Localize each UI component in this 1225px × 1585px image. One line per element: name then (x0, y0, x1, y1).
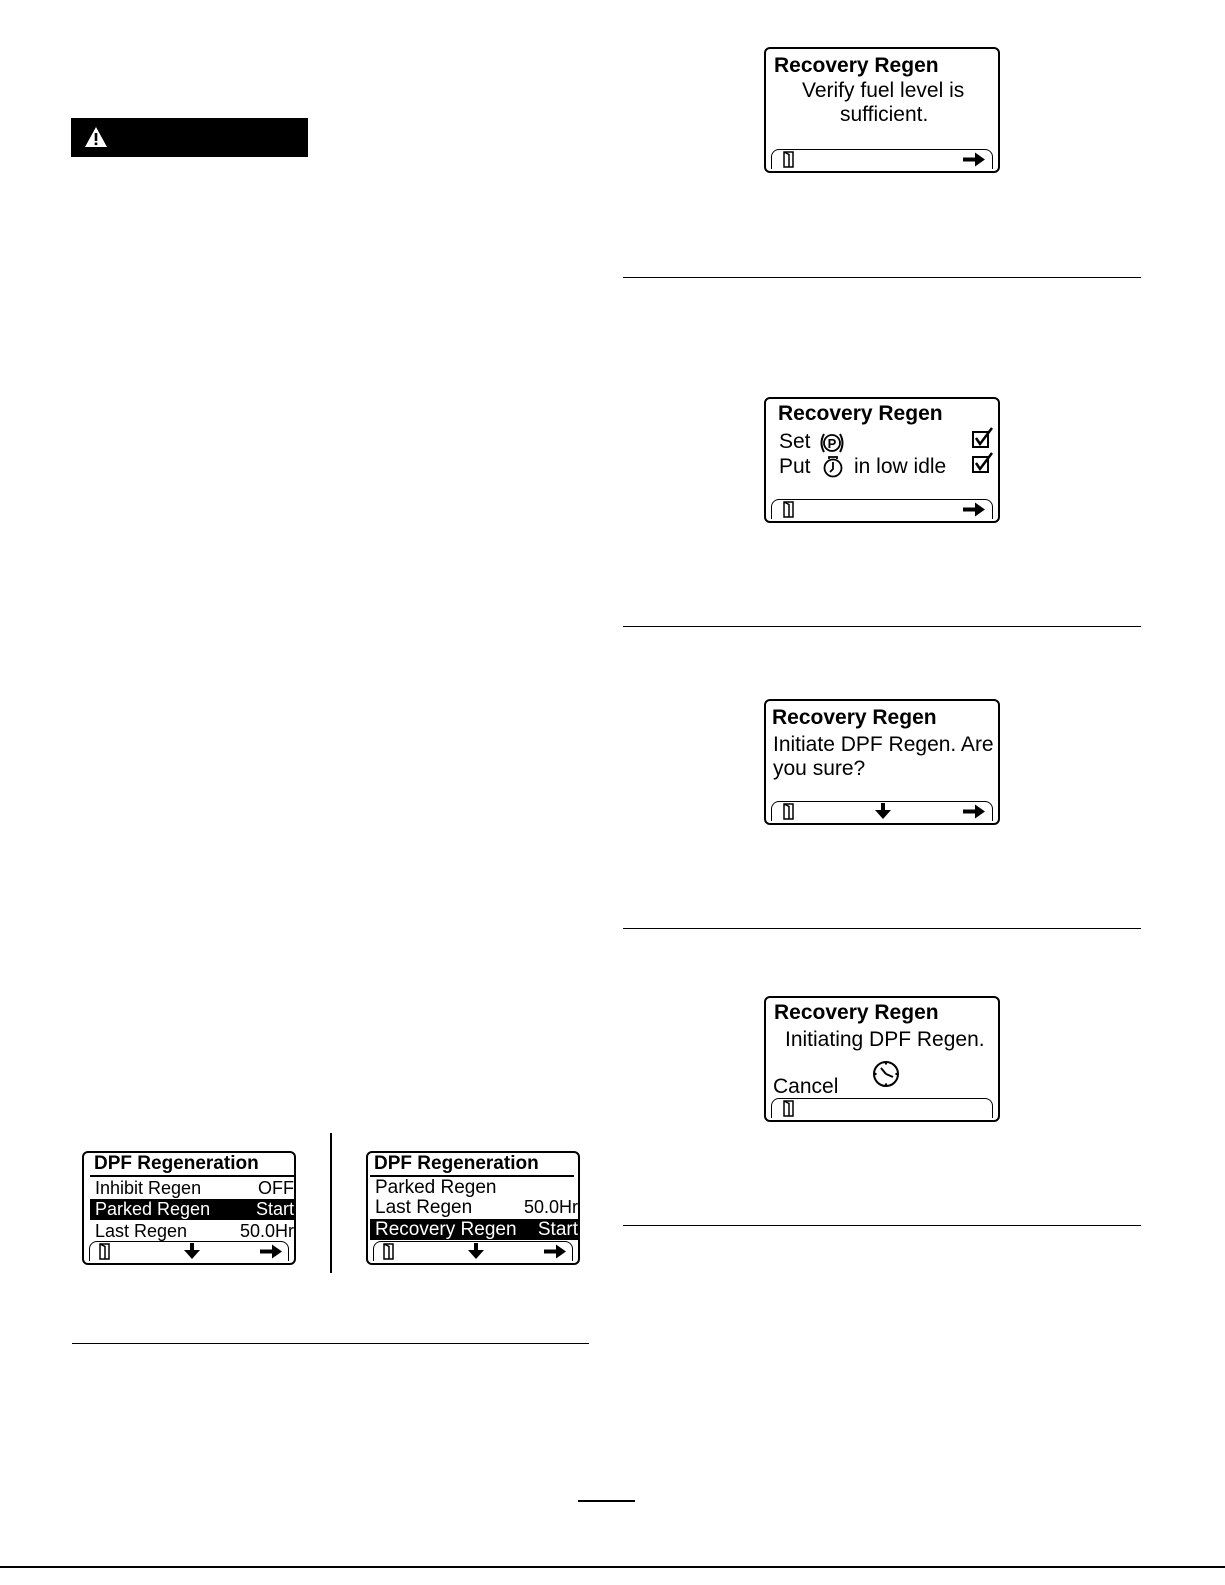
row-label: Recovery Regen (375, 1219, 517, 1240)
down-arrow-icon[interactable] (467, 1243, 485, 1260)
warning-triangle-icon (84, 126, 108, 148)
right-arrow-icon[interactable] (962, 151, 986, 168)
row-label: Last Regen (375, 1197, 473, 1218)
section-divider (623, 626, 1141, 627)
exit-door-icon[interactable] (782, 501, 796, 518)
row-label: Parked Regen (375, 1177, 497, 1198)
cancel-label[interactable]: Cancel (773, 1075, 839, 1098)
softkey-bar (771, 801, 993, 821)
softkey-bar (373, 1241, 573, 1261)
checklist-put-label: Put (779, 455, 811, 478)
screen-title: Recovery Regen (774, 54, 939, 77)
right-arrow-icon[interactable] (543, 1243, 567, 1260)
menu-title: DPF Regeneration (374, 1153, 539, 1174)
row-value: Start (255, 1199, 294, 1219)
right-arrow-icon[interactable] (259, 1243, 283, 1260)
screen-message: Initiate DPF Regen. Are (773, 733, 994, 756)
section-divider (623, 928, 1141, 929)
softkey-bar (771, 499, 993, 519)
recovery-regen-checklist-screen (764, 397, 1000, 523)
row-value: 50.0Hr (239, 1221, 294, 1241)
page-number-rule (578, 1500, 635, 1502)
section-divider (72, 1343, 589, 1344)
right-arrow-icon[interactable] (962, 501, 986, 518)
exit-door-icon[interactable] (782, 803, 796, 820)
svg-text:P: P (827, 436, 837, 451)
throttle-icon (822, 456, 844, 478)
recovery-regen-fuel-screen (764, 47, 1000, 173)
clock-icon (872, 1060, 900, 1088)
exit-door-icon[interactable] (782, 1100, 796, 1117)
screen-message: Initiating DPF Regen. (785, 1028, 985, 1051)
menu-row-parked-regen[interactable] (90, 1199, 294, 1220)
right-arrow-icon[interactable] (962, 803, 986, 820)
recovery-regen-confirm-screen (764, 699, 1000, 825)
softkey-bar (89, 1241, 289, 1261)
dpf-regeneration-menu-parked (82, 1151, 296, 1265)
row-value: 50.0Hr (523, 1197, 578, 1217)
title-underline (90, 1175, 294, 1177)
exit-door-icon[interactable] (782, 151, 796, 168)
checkbox-checked-icon (972, 427, 994, 449)
screen-message: sufficient. (840, 103, 929, 126)
screen-message: you sure? (773, 757, 866, 780)
checklist-low-idle-label: in low idle (854, 455, 947, 478)
down-arrow-icon[interactable] (183, 1243, 201, 1260)
row-label: Parked Regen (95, 1199, 211, 1219)
section-divider (623, 1225, 1141, 1226)
row-value: Start (537, 1219, 578, 1240)
exit-door-icon[interactable] (382, 1243, 396, 1260)
row-label: Inhibit Regen (95, 1178, 202, 1198)
softkey-bar (771, 149, 993, 169)
exit-door-icon[interactable] (98, 1243, 112, 1260)
screen-title: Recovery Regen (778, 402, 943, 425)
checklist-set-label: Set (779, 430, 811, 453)
row-value: OFF (258, 1178, 294, 1198)
menu-row-parked-regen[interactable] (370, 1177, 578, 1198)
screen-title: Recovery Regen (774, 1001, 939, 1024)
softkey-bar (771, 1098, 993, 1118)
warning-banner (71, 118, 308, 157)
recovery-regen-initiating-screen (764, 996, 1000, 1122)
menu-row-last-regen (90, 1221, 294, 1242)
down-arrow-icon[interactable] (874, 803, 892, 820)
checkbox-checked-icon (972, 452, 994, 474)
figure-divider (330, 1133, 332, 1273)
menu-row-last-regen (370, 1197, 578, 1218)
footer-rule (0, 1566, 1225, 1568)
parking-brake-icon (818, 432, 846, 454)
section-divider (623, 277, 1141, 278)
dpf-regeneration-menu-recovery (366, 1151, 580, 1265)
row-label: Last Regen (95, 1221, 188, 1241)
screen-message: Verify fuel level is (802, 79, 965, 102)
screen-title: Recovery Regen (772, 706, 937, 729)
menu-row-inhibit-regen[interactable] (90, 1178, 294, 1199)
menu-row-recovery-regen[interactable] (370, 1219, 578, 1240)
menu-title: DPF Regeneration (94, 1153, 259, 1174)
